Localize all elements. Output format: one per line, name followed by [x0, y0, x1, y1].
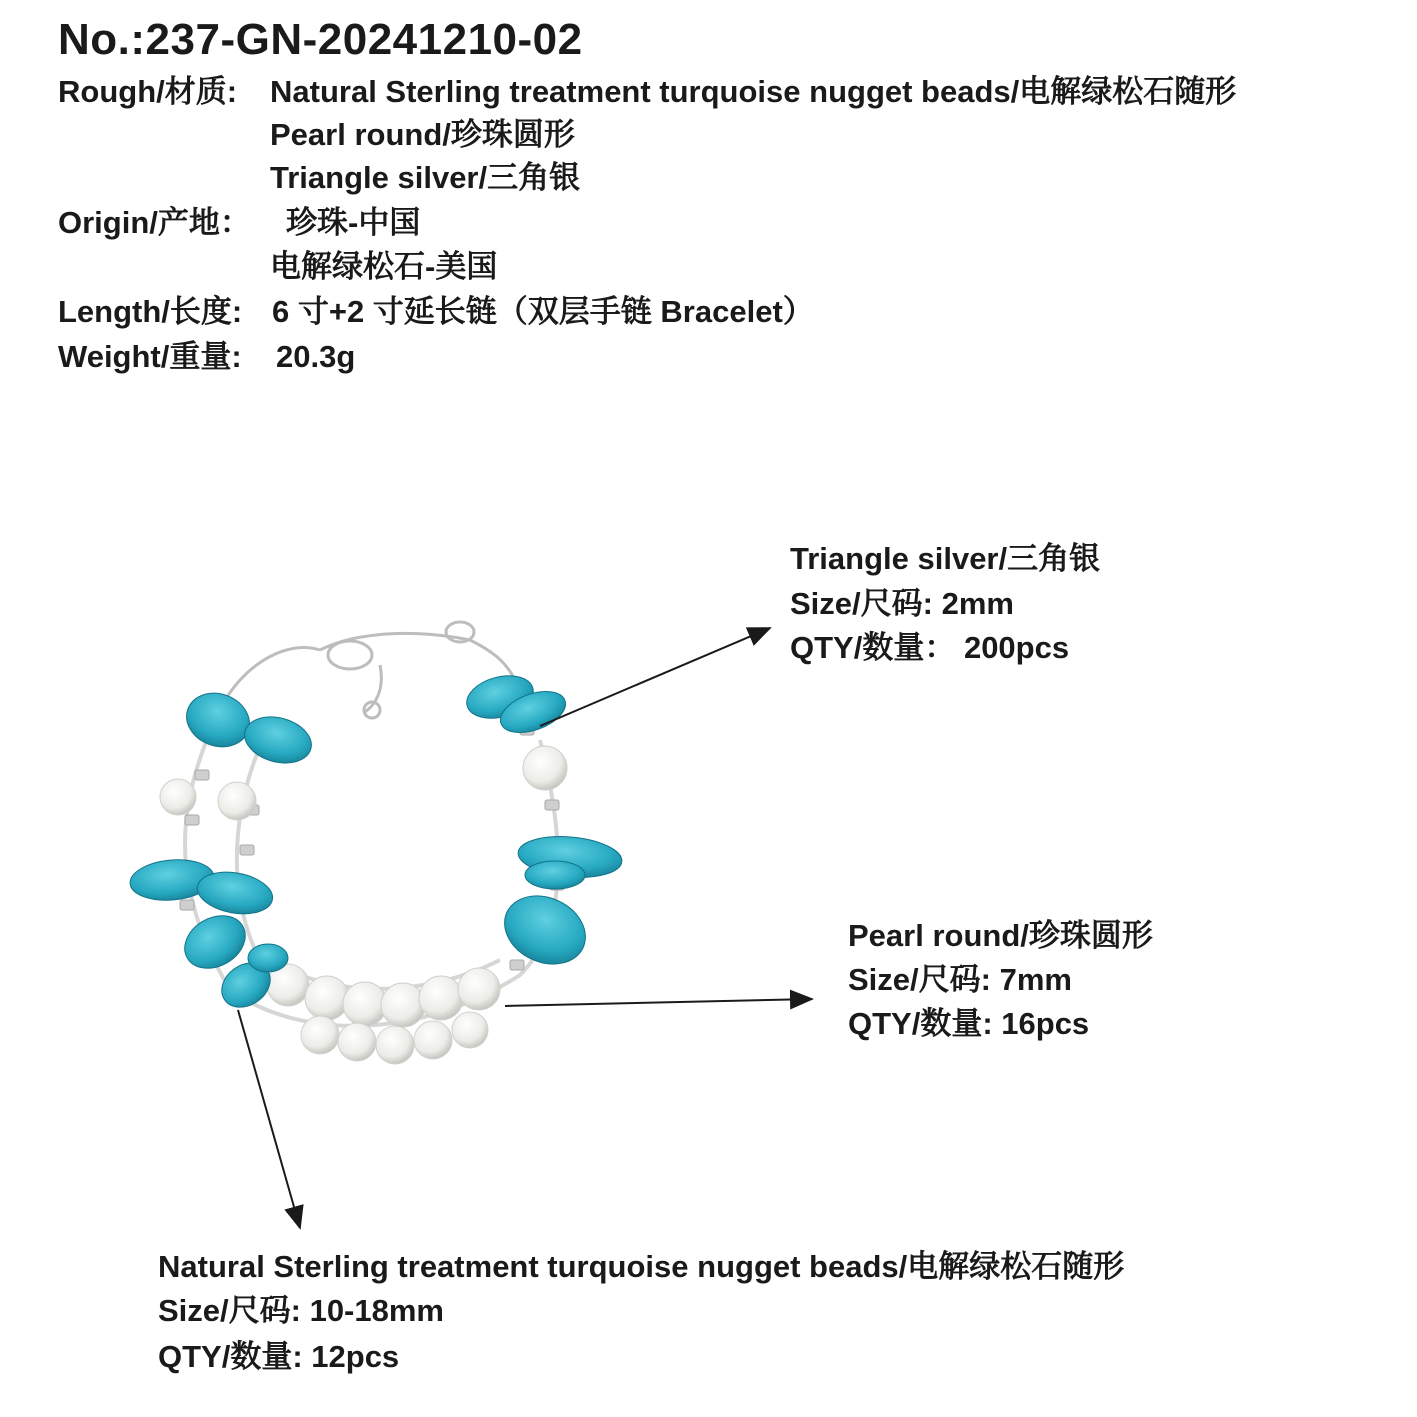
rough-line-silver: Triangle silver/三角银 — [270, 160, 581, 195]
product-number: No.:237-GN-20241210-02 — [58, 15, 583, 64]
silver-callout-qty: QTY/数量： 200pcs — [790, 630, 1070, 665]
silver-callout-name: Triangle silver/三角银 — [790, 541, 1101, 576]
pearl-callout-qty: QTY/数量: 16pcs — [848, 1006, 1090, 1041]
origin-line-turquoise: 电解绿松石-美国 — [270, 249, 498, 284]
origin-label: Origin/产地： — [58, 205, 251, 240]
pearl-callout-size: Size/尺码: 7mm — [848, 962, 1072, 997]
turquoise-callout-size: Size/尺码: 10-18mm — [158, 1293, 444, 1328]
weight-value: 20.3g — [276, 339, 356, 374]
pearl-callout-arrow — [505, 999, 812, 1006]
length-label: Length/长度: — [58, 294, 243, 329]
turquoise-callout-name: Natural Sterling treatment turquoise nugget beads/电解绿松石随形 — [158, 1249, 1125, 1284]
weight-label: Weight/重量: — [58, 339, 242, 374]
origin-line-pearl: 珍珠-中国 — [286, 205, 421, 240]
silver-callout-arrow — [540, 628, 770, 726]
rough-line-pearl: Pearl round/珍珠圆形 — [270, 117, 575, 152]
turquoise-callout-arrow — [238, 1010, 300, 1228]
silver-callout-size: Size/尺码: 2mm — [790, 586, 1014, 621]
rough-label: Rough/材质: — [58, 74, 238, 109]
length-value: 6 寸+2 寸延长链（双层手链 Bracelet） — [272, 294, 814, 329]
pearl-callout-name: Pearl round/珍珠圆形 — [848, 918, 1153, 953]
rough-line-turquoise: Natural Sterling treatment turquoise nugget beads/电解绿松石随形 — [270, 74, 1237, 109]
turquoise-callout-qty: QTY/数量: 12pcs — [158, 1339, 400, 1374]
